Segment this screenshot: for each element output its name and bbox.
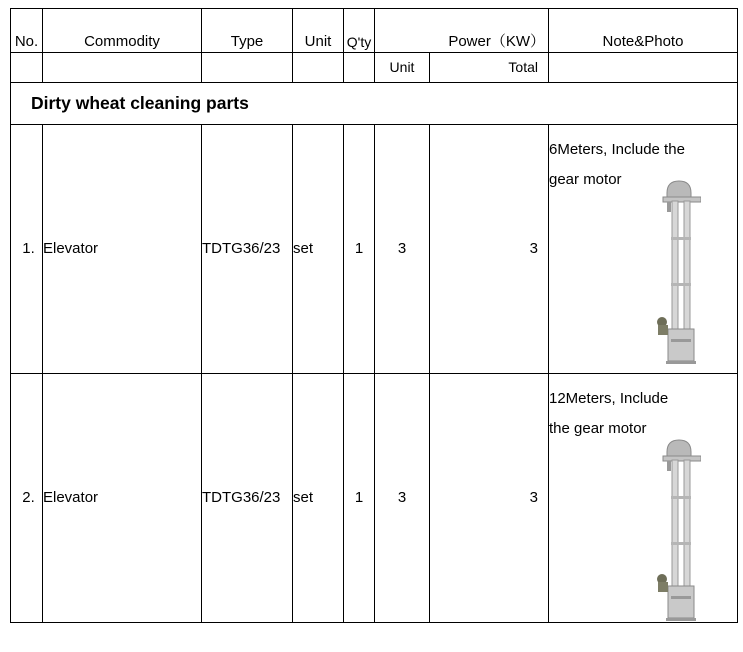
header-qty: Q'ty	[344, 9, 375, 53]
row-unit: set	[293, 125, 344, 374]
bucket-elevator-photo	[653, 438, 701, 622]
header-type: Type	[202, 9, 293, 53]
note-text	[549, 374, 737, 444]
section-title: Dirty wheat cleaning parts	[11, 83, 738, 125]
subheader-power-total: Total	[430, 53, 549, 83]
note-line: gear motor	[549, 171, 622, 188]
subheader-blank	[344, 53, 375, 83]
section-row	[11, 83, 738, 125]
note-line: 12Meters, Include	[549, 390, 669, 407]
row-no: 2.	[11, 374, 43, 623]
header-note-photo: Note&Photo	[549, 9, 738, 53]
subheader-blank	[202, 53, 293, 83]
row-note	[549, 374, 738, 623]
row-type: TDTG36/23	[202, 125, 293, 374]
row-power-unit: 3	[375, 125, 430, 374]
row-type: TDTG36/23	[202, 374, 293, 623]
row-commodity: Elevator	[43, 125, 202, 374]
subheader-blank	[293, 53, 344, 83]
note-text	[549, 125, 737, 195]
header-no: No.	[11, 9, 43, 53]
bucket-elevator-photo	[653, 179, 701, 365]
row-commodity: Elevator	[43, 374, 202, 623]
header-unit: Unit	[293, 9, 344, 53]
equipment-table	[10, 8, 738, 623]
note-line: 6Meters, Include the	[549, 141, 685, 158]
row-no: 1.	[11, 125, 43, 374]
header-power: Power（KW）	[375, 9, 549, 53]
subheader-row	[11, 53, 738, 83]
row-power-total: 3	[430, 374, 549, 623]
row-unit: set	[293, 374, 344, 623]
subheader-power-unit: Unit	[375, 53, 430, 83]
row-power-unit: 3	[375, 374, 430, 623]
header-row	[11, 9, 738, 53]
table-row	[11, 125, 738, 374]
subheader-blank	[549, 53, 738, 83]
subheader-blank	[43, 53, 202, 83]
row-qty: 1	[344, 125, 375, 374]
row-note	[549, 125, 738, 374]
subheader-blank	[11, 53, 43, 83]
row-power-total: 3	[430, 125, 549, 374]
header-commodity: Commodity	[43, 9, 202, 53]
table-row	[11, 374, 738, 623]
note-line: the gear motor	[549, 420, 647, 437]
row-qty: 1	[344, 374, 375, 623]
